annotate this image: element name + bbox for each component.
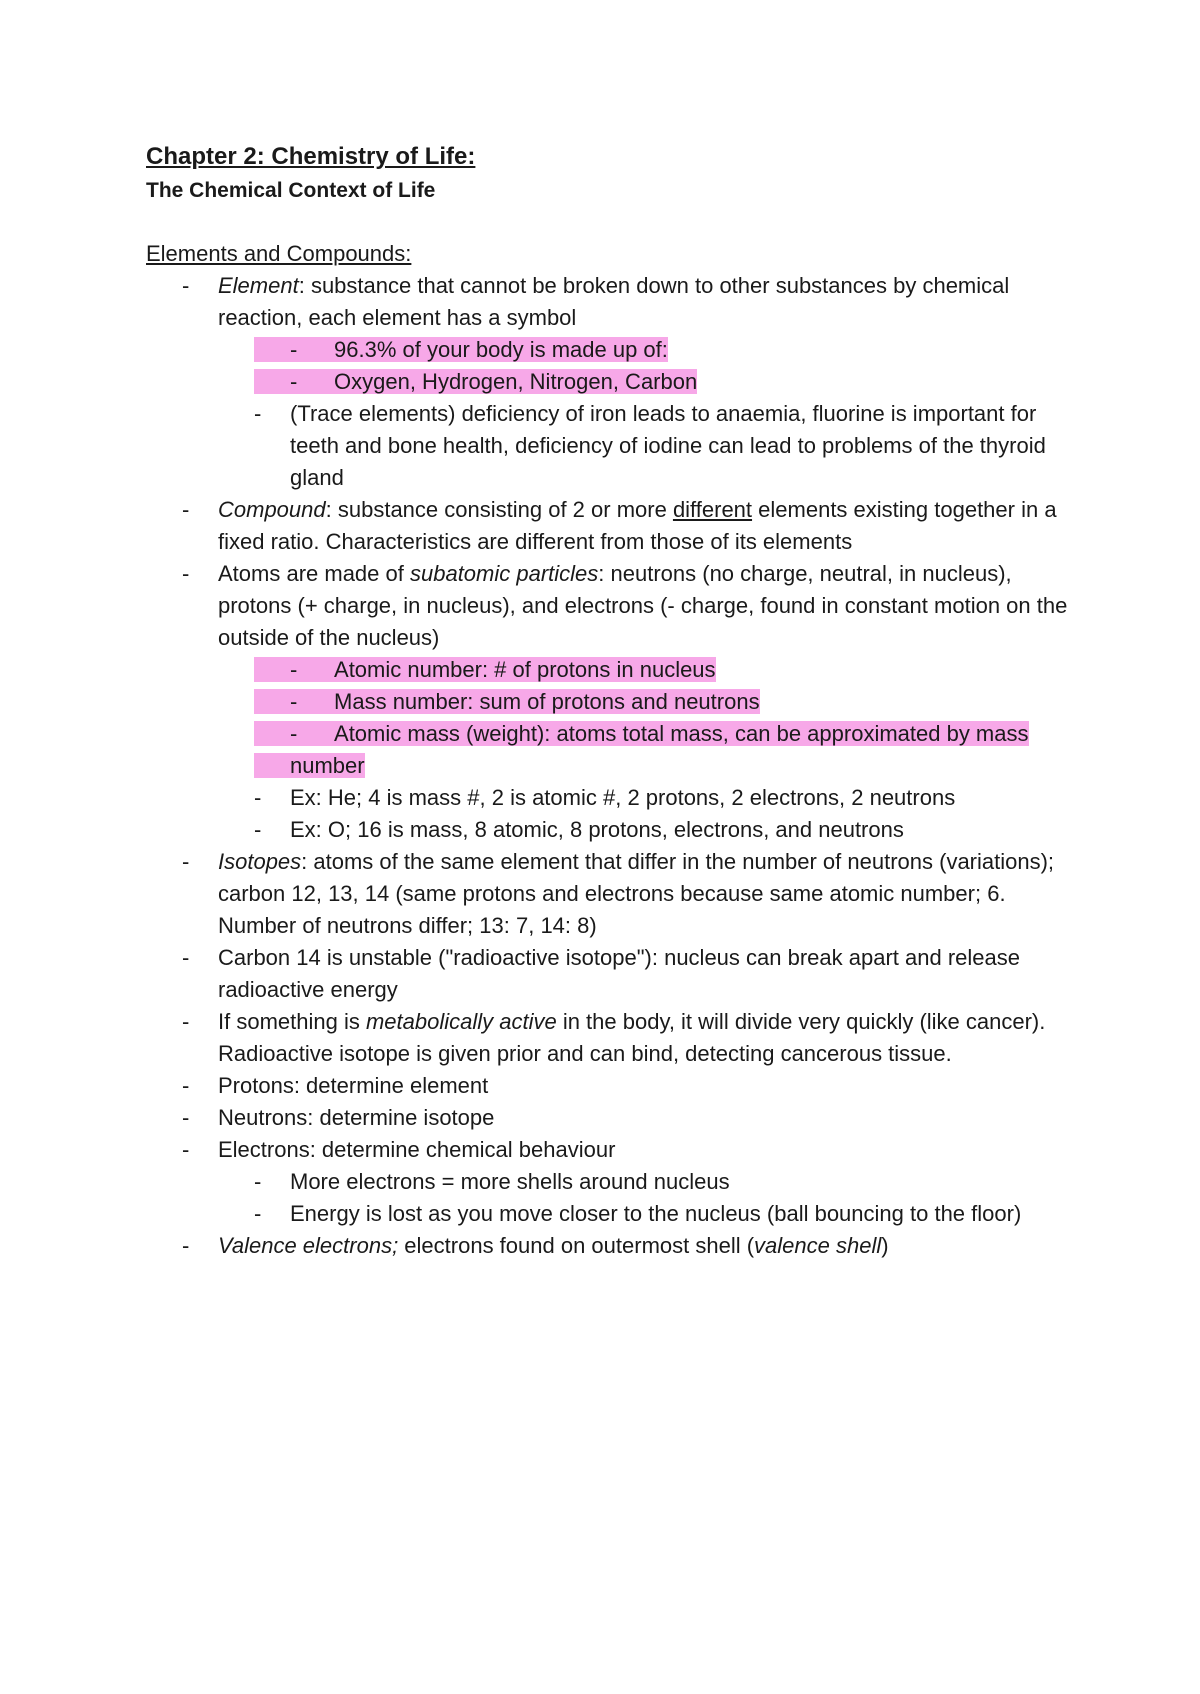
bullet-dash: - bbox=[290, 657, 298, 682]
bullet-dash: - bbox=[182, 497, 190, 522]
bullet-dash: - bbox=[182, 849, 190, 874]
main-list bbox=[146, 270, 1086, 1262]
bullet-dash: - bbox=[182, 1073, 190, 1098]
bullet-dash: - bbox=[254, 1169, 262, 1194]
highlighted-text: - 96.3% of your body is made up of: bbox=[254, 337, 668, 362]
highlighted-text: - Atomic mass (weight): atoms total mass, can be approximated by mass number bbox=[254, 721, 1029, 778]
sublist-item bbox=[218, 654, 1086, 686]
term-compound: Compound bbox=[218, 497, 326, 522]
sublist-item: - (Trace elements) deficiency of iron leads to anaemia, fluorine is important for teeth and bone health, deficiency of iodine can lead to problems of the thyroid gland bbox=[218, 398, 1086, 494]
list-item-compound: - Compound: substance consisting of 2 or more different elements existing together in a fixed ratio. Characteristics are different from those of its elements bbox=[146, 494, 1086, 558]
bullet-dash: - bbox=[254, 817, 262, 842]
list-item-element bbox=[146, 270, 1086, 494]
list-item-neutrons: - Neutrons: determine isotope bbox=[146, 1102, 1086, 1134]
term-subatomic: subatomic particles bbox=[409, 561, 599, 586]
term-valence-electrons: Valence electrons; bbox=[218, 1233, 399, 1258]
bullet-dash: - bbox=[254, 1201, 262, 1226]
list-item-protons: - Protons: determine element bbox=[146, 1070, 1086, 1102]
sublist-item bbox=[218, 718, 1086, 782]
atoms-sublist bbox=[218, 654, 1086, 846]
sublist-item bbox=[218, 686, 1086, 718]
sublist-item bbox=[218, 334, 1086, 366]
list-item-carbon14: - Carbon 14 is unstable ("radioactive isotope"): nucleus can break apart and release radioactive energy bbox=[146, 942, 1086, 1006]
list-item-metabolic: - If something is metabolically active in the body, it will divide very quickly (like cancer). Radioactive isotope is given prior and can bind, detecting cancerous tissue. bbox=[146, 1006, 1086, 1070]
bullet-dash: - bbox=[290, 369, 298, 394]
page-title: Chapter 2: Chemistry of Life: bbox=[146, 143, 476, 170]
element-definition: : substance that cannot be broken down to other substances by chemical reaction, each element has a symbol bbox=[218, 273, 1010, 330]
term-metabolic: metabolically active bbox=[365, 1009, 557, 1034]
term-valence-shell: valence shell bbox=[754, 1233, 882, 1258]
sublist-item: - More electrons = more shells around nucleus bbox=[218, 1166, 1086, 1198]
bullet-dash: - bbox=[254, 785, 262, 810]
bullet-dash: - bbox=[290, 721, 298, 746]
element-sublist bbox=[218, 334, 1086, 494]
highlighted-text: - Atomic number: # of protons in nucleus bbox=[254, 657, 716, 682]
list-item-isotopes: - Isotopes: atoms of the same element that differ in the number of neutrons (variations); carbon 12, 13, 14 (same protons and electrons because same atomic number; 6. Number of neutrons differ; 13: 7, 14: 8) bbox=[146, 846, 1086, 942]
bullet-dash: - bbox=[182, 1105, 190, 1130]
bullet-dash: - bbox=[182, 561, 190, 586]
highlighted-text: - Mass number: sum of protons and neutrons bbox=[254, 689, 760, 714]
sublist-item: - Energy is lost as you move closer to the nucleus (ball bouncing to the floor) bbox=[218, 1198, 1086, 1230]
list-item-atoms: - Atoms are made of subatomic particles: neutrons (no charge, neutral, in nucleus), protons (+ charge, in nucleus), and electrons (- charge, found in constant motion on the outside of the nucleus) - Atomic number: # of protons in nucleus - Mass number: sum of protons and neutrons - Atomic mass (weight): atoms total mass, can be approximated by mass number - Ex: He; 4 is mass #, 2 is atomic #, 2 protons, 2 electrons, 2 neutrons - Ex: O; 16 is mass, 8 atomic, 8 protons, electrons, and neutrons bbox=[146, 558, 1086, 846]
bullet-dash: - bbox=[290, 689, 298, 714]
page-subtitle: The Chemical Context of Life bbox=[146, 179, 436, 202]
bullet-dash: - bbox=[254, 401, 262, 426]
document-page bbox=[146, 140, 1086, 1262]
bullet-dash: - bbox=[182, 1009, 190, 1034]
term-element: Element bbox=[218, 273, 299, 298]
bullet-dash: - bbox=[182, 945, 190, 970]
term-isotopes: Isotopes bbox=[218, 849, 302, 874]
bullet-dash: - bbox=[182, 1233, 190, 1258]
bullet-dash: - bbox=[290, 337, 298, 362]
sublist-item bbox=[218, 366, 1086, 398]
bullet-dash: - bbox=[182, 1137, 190, 1162]
electrons-sublist bbox=[218, 1166, 1086, 1230]
highlighted-text: - Oxygen, Hydrogen, Nitrogen, Carbon bbox=[254, 369, 697, 394]
list-item-valence: - Valence electrons; electrons found on outermost shell (valence shell) bbox=[146, 1230, 1086, 1262]
section-heading: Elements and Compounds: bbox=[146, 241, 412, 266]
underlined-word: different bbox=[672, 497, 753, 522]
sublist-item: - Ex: O; 16 is mass, 8 atomic, 8 protons, electrons, and neutrons bbox=[218, 814, 1086, 846]
sublist-item: - Ex: He; 4 is mass #, 2 is atomic #, 2 protons, 2 electrons, 2 neutrons bbox=[218, 782, 1086, 814]
bullet-dash: - bbox=[182, 273, 190, 298]
list-item-electrons: - Electrons: determine chemical behaviour - More electrons = more shells around nucleus - Energy is lost as you move closer to the nucleus (ball bouncing to the floor) bbox=[146, 1134, 1086, 1230]
